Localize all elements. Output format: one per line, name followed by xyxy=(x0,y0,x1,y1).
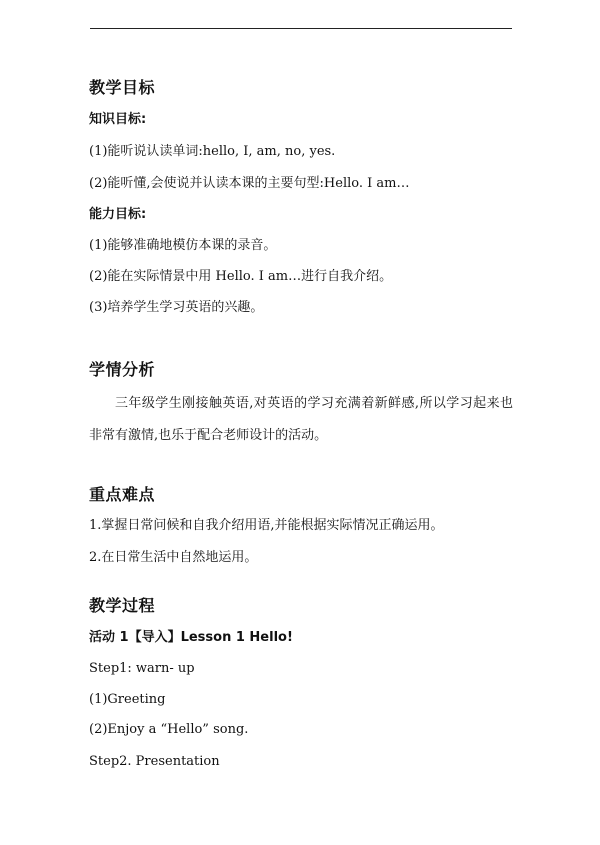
step-line: (1)Greeting xyxy=(89,692,166,707)
objectives-heading: 教学目标 xyxy=(89,78,156,97)
ability-subheading: 能力目标: xyxy=(89,207,147,222)
analysis-paragraph: 三年级学生刚接触英语,对英语的学习充满着新鲜感,所以学习起来也非常有激情,也乐于配合老师设计的活动。 xyxy=(89,396,513,443)
analysis-heading: 学情分析 xyxy=(89,360,156,379)
step-line: Step2. Presentation xyxy=(89,754,220,769)
key-point-item: 1.掌握日常问候和自我介绍用语,并能根据实际情况正确运用。 xyxy=(89,518,444,533)
step-line: Step1: warn- up xyxy=(89,661,195,676)
knowledge-item: (1)能听说认读单词:hello, I, am, no, yes. xyxy=(89,144,336,159)
ability-item: (3)培养学生学习英语的兴趣。 xyxy=(89,300,264,315)
key-point-item: 2.在日常生活中自然地运用。 xyxy=(89,550,258,565)
process-heading: 教学过程 xyxy=(89,596,156,615)
activity-title: 活动 1【导入】Lesson 1 Hello! xyxy=(89,630,293,645)
step-line: (2)Enjoy a “Hello” song. xyxy=(89,722,249,737)
ability-item: (2)能在实际情景中用 Hello. I am…进行自我介绍。 xyxy=(89,269,393,284)
header-rule xyxy=(90,28,512,29)
ability-item: (1)能够准确地模仿本课的录音。 xyxy=(89,238,277,253)
knowledge-item: (2)能听懂,会使说并认读本课的主要句型:Hello. I am… xyxy=(89,176,410,191)
knowledge-subheading: 知识目标: xyxy=(89,112,147,127)
key-points-heading: 重点难点 xyxy=(89,485,156,504)
